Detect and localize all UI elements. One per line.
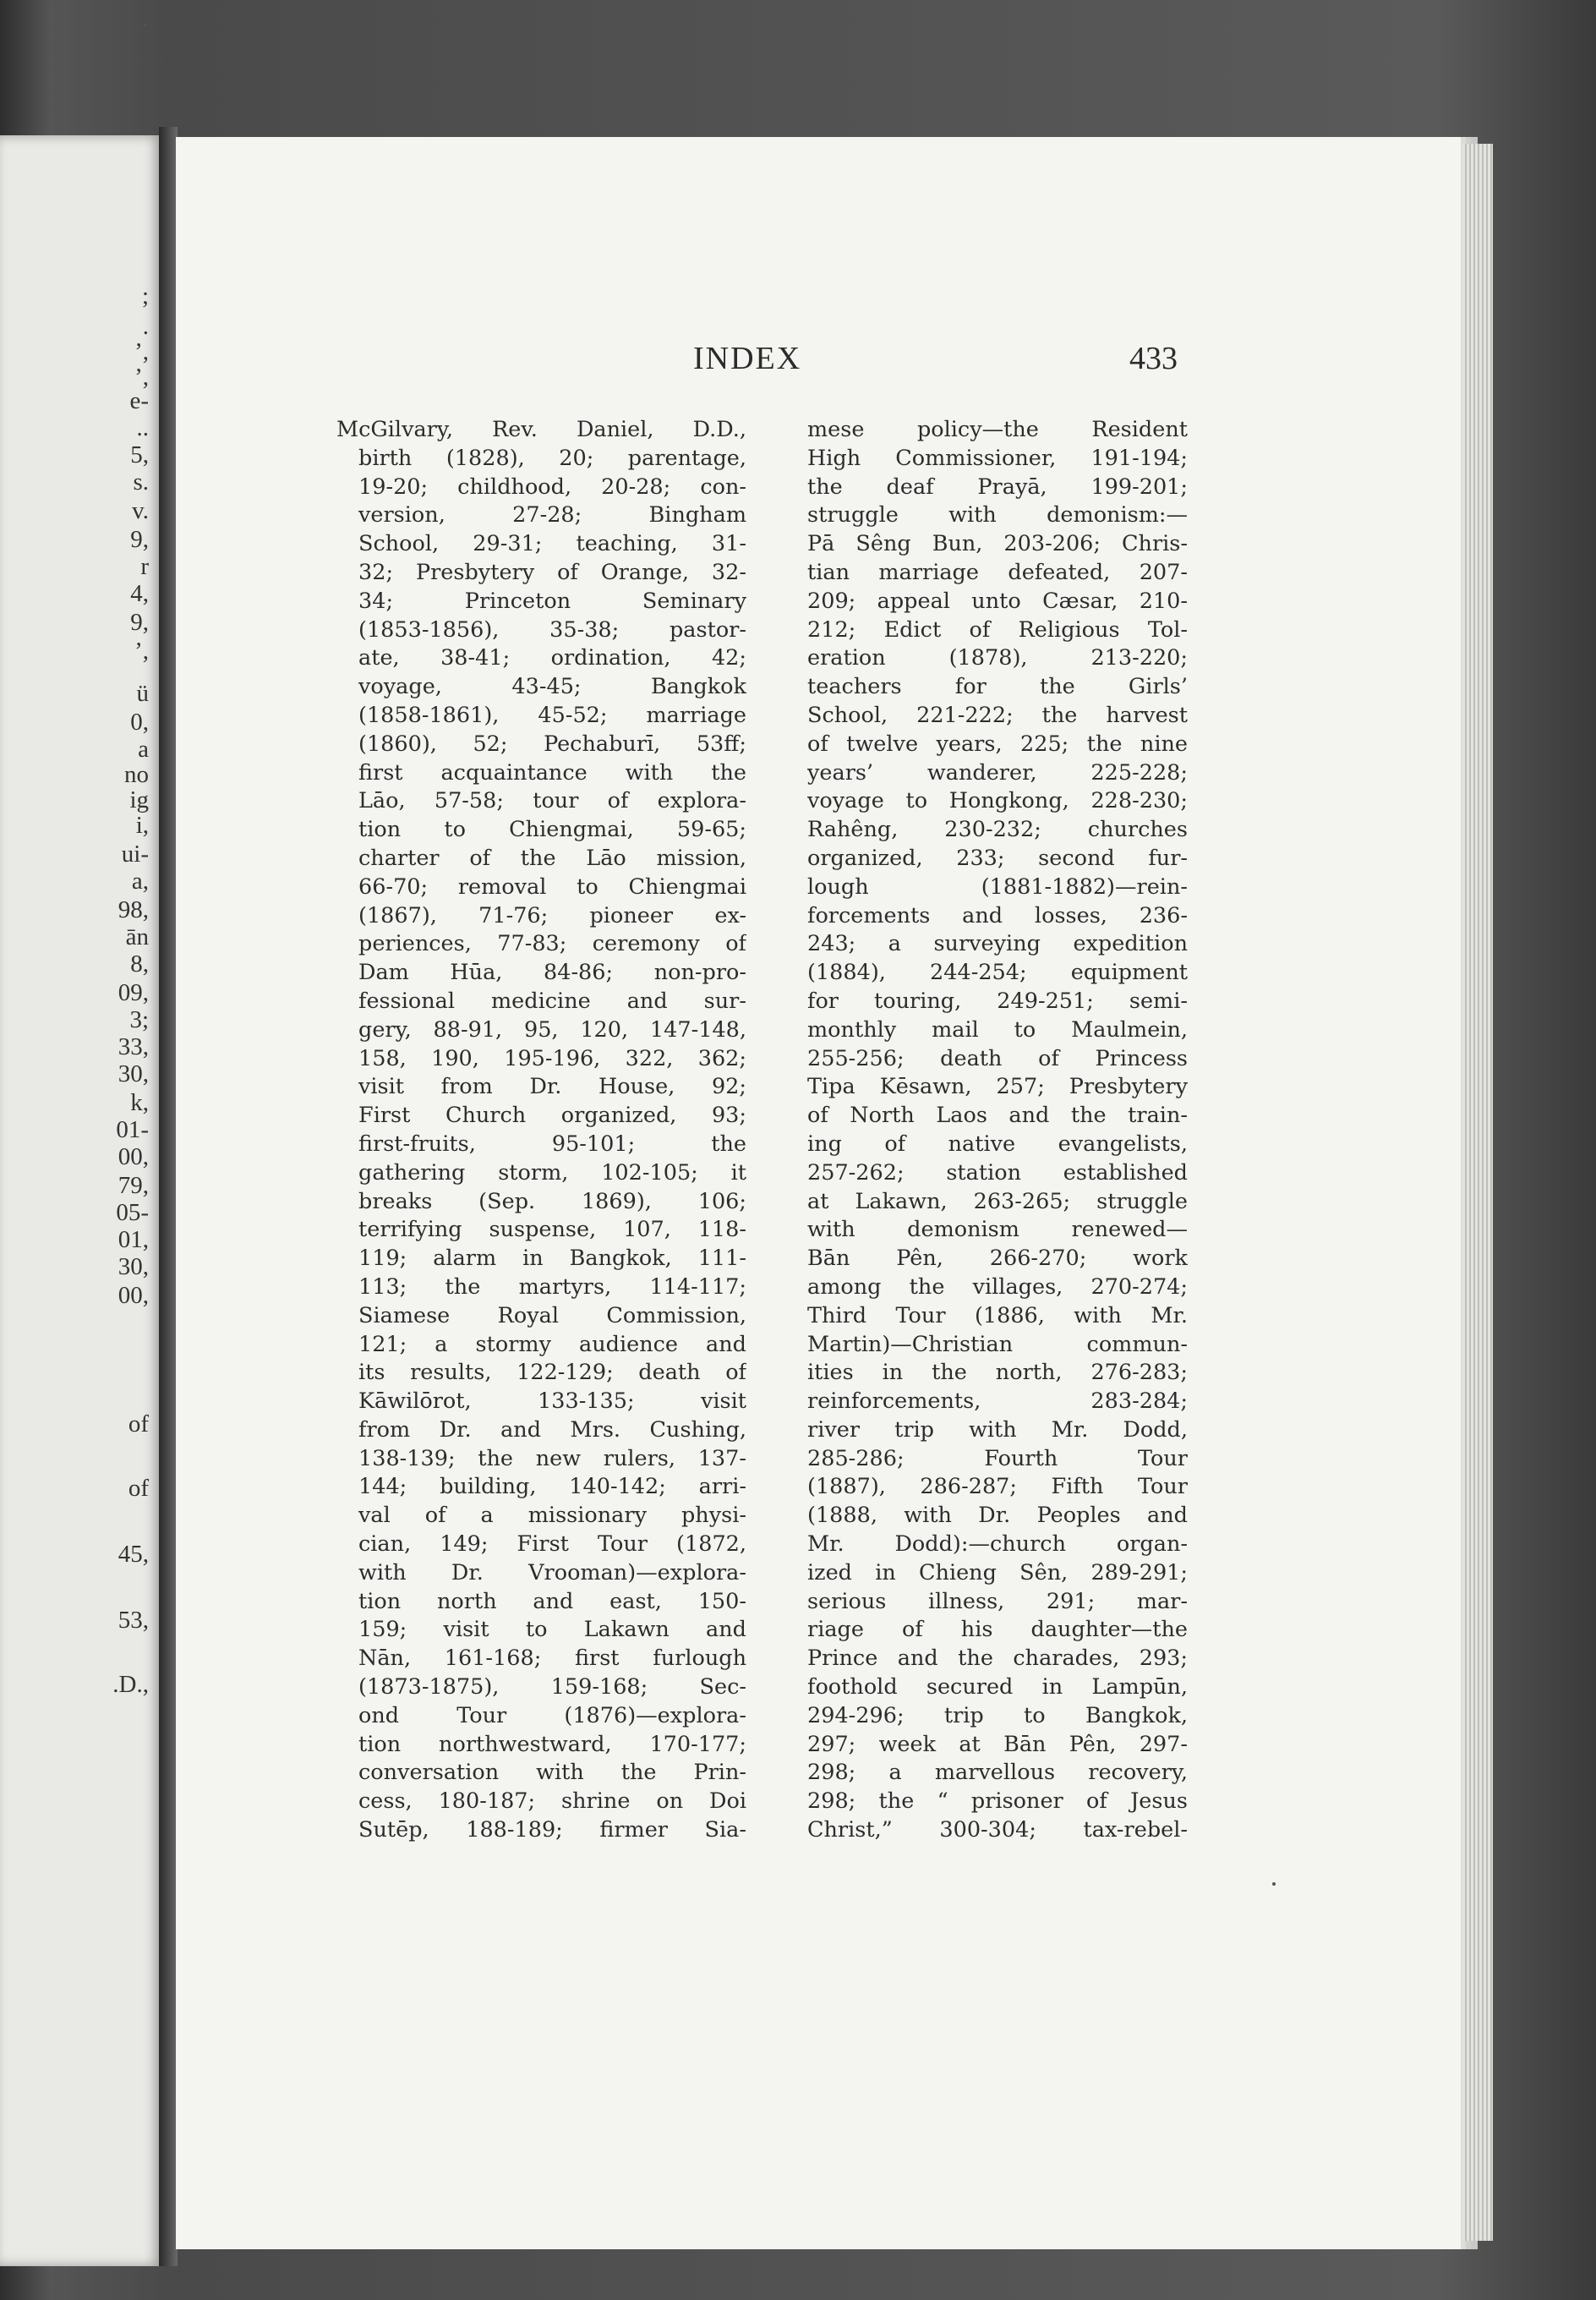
previous-page-fragment: 3; <box>129 1006 149 1033</box>
index-line: School, 29-31; teaching, 31- <box>358 531 746 557</box>
index-line: terrifying suspense, 107, 118- <box>358 1217 746 1243</box>
scan-speck <box>866 19 868 27</box>
previous-page-fragment: ig <box>129 786 149 813</box>
index-line: Martin)—Christian commun- <box>807 1331 1188 1357</box>
previous-page-fragment: 33, <box>118 1033 149 1060</box>
previous-page-fragment: s. <box>133 468 149 496</box>
index-line: foothold secured in Lampūn, <box>807 1674 1188 1700</box>
index-line: its results, 122-129; death of <box>358 1360 746 1386</box>
index-line: for touring, 249-251; semi- <box>807 988 1188 1014</box>
index-line: 243; a surveying expedition <box>807 931 1188 957</box>
index-line: ing of native evangelists, <box>807 1131 1188 1157</box>
index-line: 32; Presbytery of Orange, 32- <box>358 559 746 585</box>
index-line: (1867), 71-76; pioneer ex- <box>358 902 746 928</box>
previous-page-fragment: ’, <box>134 338 149 365</box>
index-line: gery, 88-91, 95, 120, 147-148, <box>358 1016 746 1043</box>
index-line: with demonism renewed— <box>807 1217 1188 1243</box>
index-line: (1853-1856), 35-38; pastor- <box>358 616 746 643</box>
index-line: 144; building, 140-142; arri- <box>358 1474 746 1500</box>
index-line: 159; visit to Lakawn and <box>358 1617 746 1643</box>
index-line: Nān, 161-168; first furlough <box>358 1646 746 1672</box>
index-line: organized, 233; second fur- <box>807 845 1188 871</box>
index-line: Christ,” 300-304; tax-rebel- <box>807 1817 1188 1843</box>
index-line: Tipa Kēsawn, 257; Presbytery <box>807 1074 1188 1100</box>
index-line: periences, 77-83; ceremony of <box>358 931 746 957</box>
running-head: INDEX <box>693 341 802 376</box>
index-line: ate, 38-41; ordination, 42; <box>358 645 746 671</box>
previous-page-fragment: 98, <box>118 896 149 923</box>
index-line: (1873-1875), 159-168; Sec- <box>358 1674 746 1700</box>
index-line: ized in Chieng Sên, 289-291; <box>807 1559 1188 1585</box>
previous-page-fragment: ’, <box>134 364 149 391</box>
index-line: reinforcements, 283-284; <box>807 1388 1188 1415</box>
index-line: Siamese Royal Commission, <box>358 1302 746 1328</box>
index-line: High Commissioner, 191-194; <box>807 445 1188 471</box>
index-line: School, 221-222; the harvest <box>807 702 1188 728</box>
index-line: among the villages, 270-274; <box>807 1273 1188 1300</box>
index-line: teachers for the Girls’ <box>807 674 1188 700</box>
previous-page-fragment: 4, <box>130 580 149 607</box>
scan-speck <box>144 24 146 26</box>
index-line: charter of the Lāo mission, <box>358 845 746 871</box>
previous-page-fragment: .D., <box>112 1671 149 1698</box>
index-line: mese policy—the Resident <box>807 417 1188 442</box>
scan-speck <box>1272 1882 1276 1886</box>
index-line: of twelve years, 225; the nine <box>807 731 1188 757</box>
index-line: tion northwestward, 170-177; <box>358 1731 746 1757</box>
previous-page-fragment: 0, <box>130 709 149 736</box>
index-line: years’ wanderer, 225-228; <box>807 759 1188 786</box>
previous-page-fragment: 53, <box>118 1607 149 1634</box>
previous-page-fragment: e- <box>129 387 149 414</box>
index-line: 297; week at Bān Pên, 297- <box>807 1731 1188 1757</box>
index-line: ond Tour (1876)—explora- <box>358 1702 746 1728</box>
previous-page-fragment: of <box>128 1410 149 1438</box>
index-line: the deaf Prayā, 199-201; <box>807 474 1188 500</box>
previous-page-fragment: a <box>138 736 149 763</box>
index-line: at Lakawn, 263-265; struggle <box>807 1188 1188 1214</box>
book-gutter <box>159 127 178 2266</box>
index-line: 212; Edict of Religious Tol- <box>807 616 1188 643</box>
index-line: (1858-1861), 45-52; marriage <box>358 702 746 728</box>
index-line: 255-256; death of Princess <box>807 1045 1188 1071</box>
index-line: 298; the “ prisoner of Jesus <box>807 1788 1188 1815</box>
index-line: Bān Pên, 266-270; work <box>807 1246 1188 1272</box>
index-line: 158, 190, 195-196, 322, 362; <box>358 1045 746 1071</box>
index-line: 19-20; childhood, 20-28; con- <box>358 474 746 500</box>
index-line: Rahêng, 230-232; churches <box>807 817 1188 843</box>
index-line: gathering storm, 102-105; it <box>358 1159 746 1186</box>
previous-page-fragment: 09, <box>118 979 149 1006</box>
previous-page-fragment: 9, <box>130 526 149 553</box>
index-line: cess, 180-187; shrine on Doi <box>358 1788 746 1815</box>
index-line: Lāo, 57-58; tour of explora- <box>358 788 746 814</box>
index-line: visit from Dr. House, 92; <box>358 1074 746 1100</box>
page-number: 433 <box>1129 341 1178 376</box>
previous-page-fragment: i, <box>135 812 149 839</box>
index-line: lough (1881-1882)—rein- <box>807 873 1188 900</box>
index-line: with Dr. Vrooman)—explora- <box>358 1559 746 1585</box>
previous-page-fragment: no <box>124 761 149 788</box>
index-line: First Church organized, 93; <box>358 1103 746 1129</box>
previous-page-fragment: ; <box>141 282 149 309</box>
index-line: tion to Chiengmai, 59-65; <box>358 817 746 843</box>
index-column-right <box>807 416 1188 1845</box>
previous-page-fragment: 00, <box>118 1282 149 1309</box>
index-line: cian, 149; First Tour (1872, <box>358 1531 746 1558</box>
index-line: serious illness, 291; mar- <box>807 1588 1188 1614</box>
index-line: tion north and east, 150- <box>358 1588 746 1614</box>
previous-page-fragment: of <box>128 1475 149 1502</box>
index-line: ities in the north, 276-283; <box>807 1360 1188 1386</box>
index-line: 294-296; trip to Bangkok, <box>807 1702 1188 1728</box>
index-line: Pā Sêng Bun, 203-206; Chris- <box>807 531 1188 557</box>
previous-page-fragment: 5, <box>130 441 149 468</box>
index-line: (1887), 286-287; Fifth Tour <box>807 1474 1188 1500</box>
index-line: birth (1828), 20; parentage, <box>358 445 746 471</box>
index-line: struggle with demonism:— <box>807 502 1188 528</box>
index-line: first-fruits, 95-101; the <box>358 1131 746 1157</box>
index-line: version, 27-28; Bingham <box>358 502 746 528</box>
index-line: 113; the martyrs, 114-117; <box>358 1273 746 1300</box>
previous-page-fragment: k, <box>130 1089 149 1116</box>
previous-page-fragment: r <box>140 553 149 580</box>
index-line: riage of his daughter—the <box>807 1617 1188 1643</box>
index-line: voyage, 43-45; Bangkok <box>358 674 746 700</box>
previous-page-fragment: 9, <box>130 609 149 636</box>
previous-page-fragment: . <box>142 313 149 340</box>
previous-page-fragment: 00, <box>118 1143 149 1170</box>
index-line: eration (1878), 213-220; <box>807 645 1188 671</box>
previous-page-fragment: 45, <box>118 1541 149 1568</box>
index-line: (1884), 244-254; equipment <box>807 960 1188 986</box>
index-line: 119; alarm in Bangkok, 111- <box>358 1246 746 1272</box>
index-line: conversation with the Prin- <box>358 1760 746 1786</box>
index-line: river trip with Mr. Dodd, <box>807 1416 1188 1443</box>
index-line: (1888, with Dr. Peoples and <box>807 1503 1188 1529</box>
previous-page-edge <box>0 135 161 2266</box>
previous-page-fragment: 01, <box>118 1226 149 1253</box>
index-line: Dam Hūa, 84-86; non-pro- <box>358 960 746 986</box>
index-line: from Dr. and Mrs. Cushing, <box>358 1416 746 1443</box>
index-line: first acquaintance with the <box>358 759 746 786</box>
previous-page-fragment: 01- <box>116 1116 149 1143</box>
index-line: voyage to Hongkong, 228-230; <box>807 788 1188 814</box>
index-line: 121; a stormy audience and <box>358 1331 746 1357</box>
previous-page-fragment: 30, <box>118 1060 149 1087</box>
previous-page-fragment: a, <box>131 868 149 895</box>
index-line: Prince and the charades, 293; <box>807 1646 1188 1672</box>
index-line: of North Laos and the train- <box>807 1103 1188 1129</box>
index-line: 34; Princeton Seminary <box>358 588 746 614</box>
previous-page-fragment: 79, <box>118 1172 149 1199</box>
index-line: (1860), 52; Pechaburī, 53ff; <box>358 731 746 757</box>
index-line: forcements and losses, 236- <box>807 902 1188 928</box>
index-column-left <box>336 416 746 1845</box>
previous-page-fragment: .. <box>136 414 149 441</box>
index-line: Third Tour (1886, with Mr. <box>807 1302 1188 1328</box>
index-line: tian marriage defeated, 207- <box>807 559 1188 585</box>
previous-page-fragment: 30, <box>118 1253 149 1280</box>
index-line: 209; appeal unto Cæsar, 210- <box>807 588 1188 614</box>
index-line: Kāwilōrot, 133-135; visit <box>358 1388 746 1415</box>
previous-page-fragment: 8, <box>130 950 149 978</box>
index-line: fessional medicine and sur- <box>358 988 746 1014</box>
index-line: val of a missionary physi- <box>358 1503 746 1529</box>
index-line: Mr. Dodd):—church organ- <box>807 1531 1188 1558</box>
index-line: 257-262; station established <box>807 1159 1188 1186</box>
index-line: 285-286; Fourth Tour <box>807 1445 1188 1471</box>
index-line: 298; a marvellous recovery, <box>807 1760 1188 1786</box>
previous-page-fragment: 05- <box>116 1199 149 1226</box>
index-line: 138-139; the new rulers, 137- <box>358 1445 746 1471</box>
index-line: breaks (Sep. 1869), 106; <box>358 1188 746 1214</box>
previous-page-fragment: v. <box>132 497 149 524</box>
previous-page-fragment: ui- <box>121 841 149 868</box>
previous-page-fragment: ān <box>125 923 149 950</box>
index-line: monthly mail to Maulmein, <box>807 1016 1188 1043</box>
previous-page-fragment: ’, <box>134 638 149 665</box>
index-line: McGilvary, Rev. Daniel, D.D., <box>336 417 746 442</box>
index-line: Sutēp, 188-189; firmer Sia- <box>358 1817 746 1843</box>
page-stack-edge <box>1462 144 1493 2241</box>
index-line: 66-70; removal to Chiengmai <box>358 873 746 900</box>
previous-page-fragment: ü <box>136 680 149 707</box>
